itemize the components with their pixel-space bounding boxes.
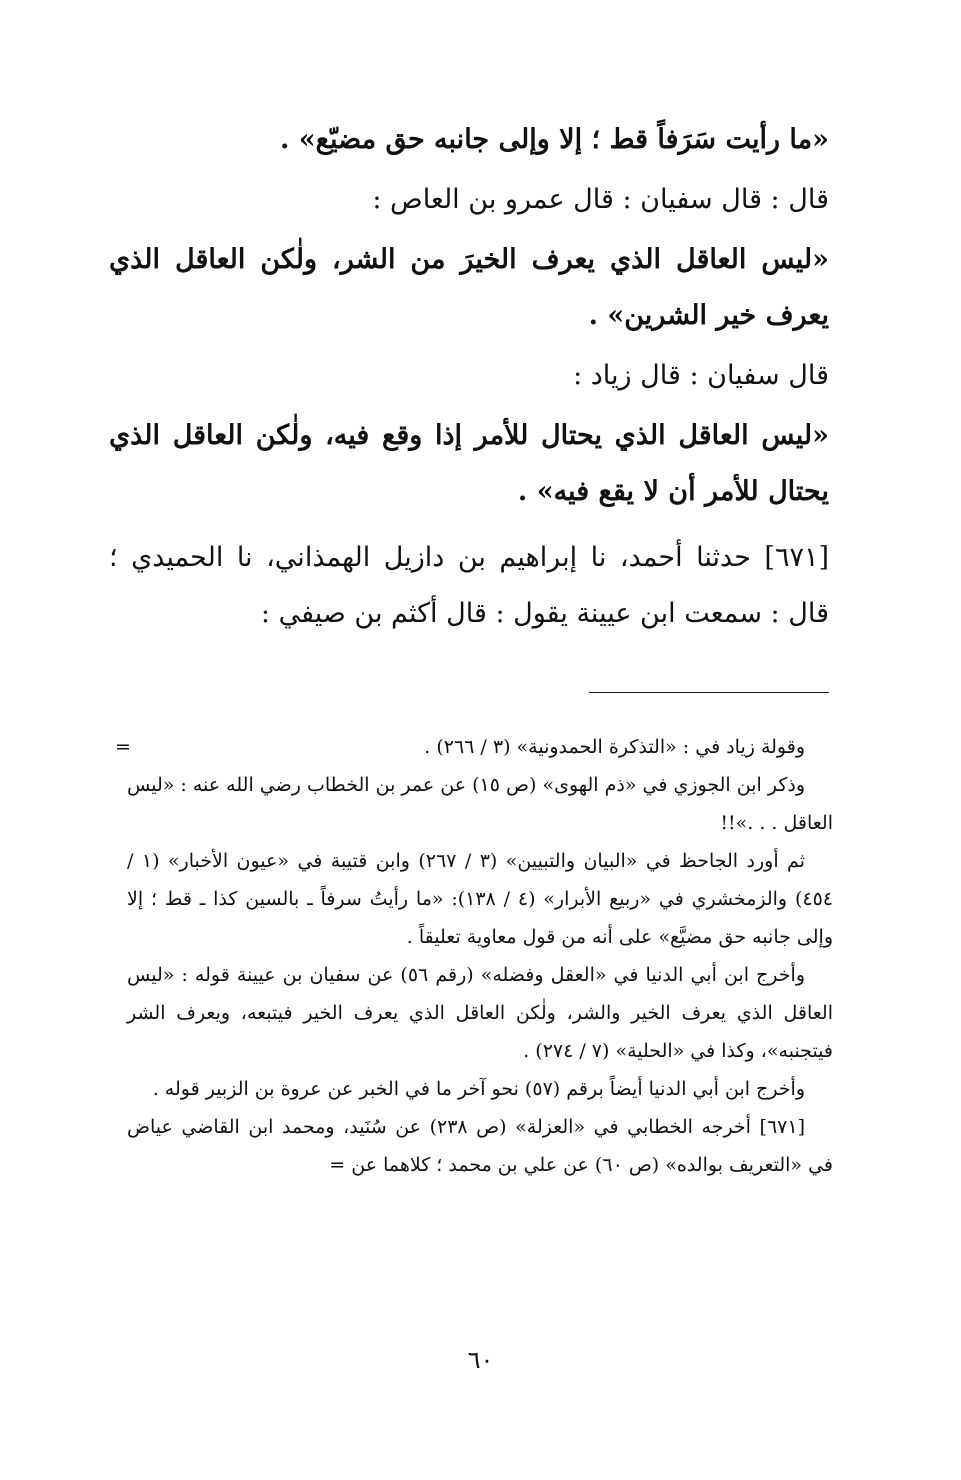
quote-ziyad: «ليس العاقل الذي يحتال للأمر إذا وقع فيه، ولٰكن العاقل الذي يحتال للأمر أن لا يقع فيه» . [109, 420, 829, 507]
footnote-separator [589, 692, 829, 693]
footnote-ziyad-source: وقولة زياد في : «التذكرة الحمدونية» (٣ / ٢٦٦) . [424, 736, 805, 758]
narration-amr: قال : قال سفيان : قال عمرو بن العاص : [372, 184, 829, 215]
footnote-ibn-al-jawzi: وذكر ابن الجوزي في «ذم الهوى» (ص ١٥) عن عمر بن الخطاب رضي الله عنه : «ليس العاقل . . .»!! [127, 774, 833, 834]
quote-amr: «ليس العاقل الذي يعرف الخيرَ من الشر، ولٰكن العاقل الذي يعرف خير الشرين» . [109, 244, 829, 331]
footnote-jahiz: ثم أورد الجاحظ في «البيان والتبيين» (٣ / ٢٦٧) وابن قتيبة في «عيون الأخبار» (١ / ٤٥٤) والزمخشري في «ربيع الأبرار» (٤ / ١٣٨): «ما رأيتُ سرفاً ـ بالسين كذا ـ قط ؛ إلا وإلى جانبه حق مضيَّع» على أنه من قول معاوية تعليقاً . [127, 850, 833, 948]
footnote-ibn-abi-dunya: وأخرج ابن أبي الدنيا في «العقل وفضله» (رقم ٥٦) عن سفيان بن عيينة قوله : «ليس العاقل الذي يعرف الخير والشر، ولٰكن العاقل الذي يعرف الخير فيتبعه، ويعرف الشر فيتجنبه»، وكذا في «الحلية» (٧ / ٢٧٤) . [127, 964, 833, 1062]
main-text [109, 112, 829, 642]
footnote-urwa: وأخرج ابن أبي الدنيا أيضاً برقم (٥٧) نحو آخر ما في الخبر عن عروة بن الزبير قوله . [152, 1078, 805, 1100]
footnote-671: [٦٧١] أخرجه الخطابي في «العزلة» (ص ٢٣٨) عن سُنَيد، ومحمد ابن القاضي عياض في «التعريف بوالده» (ص ٦٠) عن علي بن محمد ؛ كلاهما عن = [127, 1116, 833, 1176]
footnotes [115, 728, 833, 1184]
narration-ziyad: قال سفيان : قال زياد : [573, 360, 829, 391]
quote-mu-awiya: «ما رأيت سَرَفاً قط ؛ إلا وإلى جانبه حق مضيّع» . [279, 124, 829, 155]
hadith-671: [٦٧١] حدثنا أحمد، نا إبراهيم بن دازيل الهمذاني، نا الحميدي ؛ قال : سمعت ابن عيينة يقول : قال أكثم بن صيفي : [109, 542, 829, 629]
footnote-continuation-mark: = [115, 736, 131, 758]
page-number: ٦٠ [467, 1346, 494, 1374]
